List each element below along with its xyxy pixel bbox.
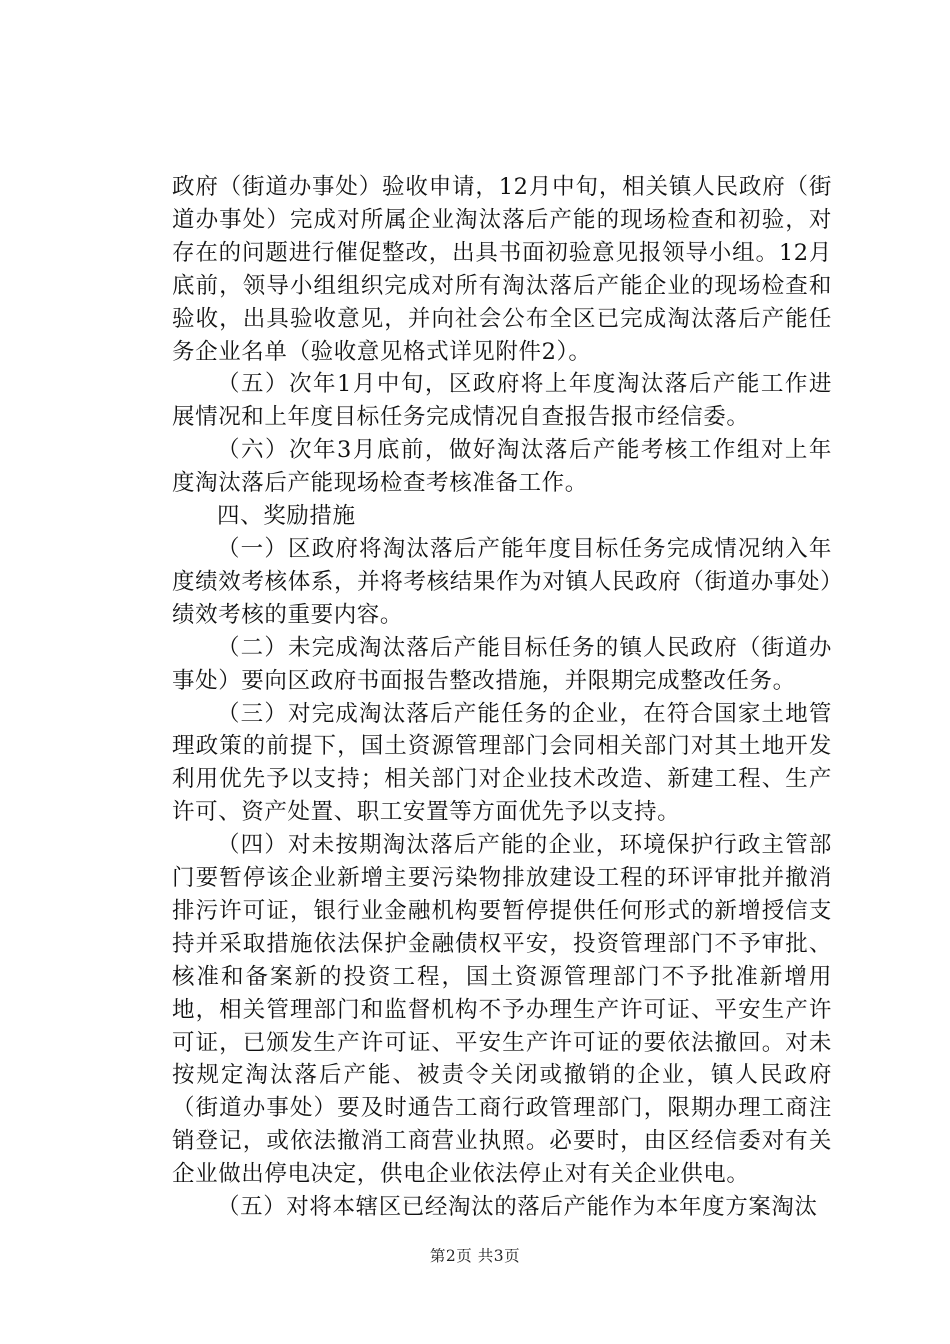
paragraph-reward-2: （二）未完成淘汰落后产能目标任务的镇人民政府（街道办事处）要向区政府书面报告整改措施，并限期完成整改任务。: [172, 634, 832, 694]
paragraph-continuation: 政府（街道办事处）验收申请，12月中旬，相关镇人民政府（街道办事处）完成对所属企业淘汰落后产能的现场检查和初验，对存在的问题进行催促整改，出具书面初验意见报领导小组。12月底前，领导小组组织完成对所有淘汰落后产能企业的现场检查和验收，出具验收意见，并向社会公布全区已完成淘汰落后产能任务企业名单（验收意见格式详见附件2）。: [172, 174, 832, 365]
paragraph-reward-5: （五）对将本辖区已经淘汰的落后产能作为本年度方案淘汰: [217, 1194, 818, 1221]
paragraph-item-5: （五）次年1月中旬，区政府将上年度淘汰落后产能工作进展情况和上年度目标任务完成情况自查报告报市经信委。: [172, 371, 832, 431]
page-footer: 第2页 共3页: [429, 1247, 521, 1265]
section-heading-rewards: 四、奖励措施: [217, 503, 356, 530]
paragraph-reward-1: （一）区政府将淘汰落后产能年度目标任务完成情况纳入年度绩效考核体系，并将考核结果作为对镇人民政府（街道办事处）绩效考核的重要内容。: [172, 535, 832, 628]
document-body: [172, 171, 832, 1224]
paragraph-item-6: （六）次年3月底前，做好淘汰落后产能考核工作组对上年度淘汰落后产能现场检查考核准备工作。: [172, 437, 832, 497]
paragraph-reward-4: （四）对未按期淘汰落后产能的企业，环境保护行政主管部门要暂停该企业新增主要污染物排放建设工程的环评审批并撤消排污许可证，银行业金融机构要暂停提供任何形式的新增授信支持并采取措施依法保护金融债权平安，投资管理部门不予审批、核准和备案新的投资工程，国土资源管理部门不予批准新增用地，相关管理部门和监督机构不予办理生产许可证、平安生产许可证，已颁发生产许可证、平安生产许可证的要依法撤回。对未按规定淘汰落后产能、被责令关闭或撤销的企业，镇人民政府（街道办事处）要及时通告工商行政管理部门，限期办理工商注销登记，或依法撤消工商营业执照。必要时，由区经信委对有关企业做出停电决定，供电企业依法停止对有关企业供电。: [172, 832, 832, 1188]
paragraph-reward-3: （三）对完成淘汰落后产能任务的企业，在符合国家土地管理政策的前提下，国土资源管理部门会同相关部门对其土地开发利用优先予以支持；相关部门对企业技术改造、新建工程、生产许可、资产处置、职工安置等方面优先予以支持。: [172, 700, 832, 826]
